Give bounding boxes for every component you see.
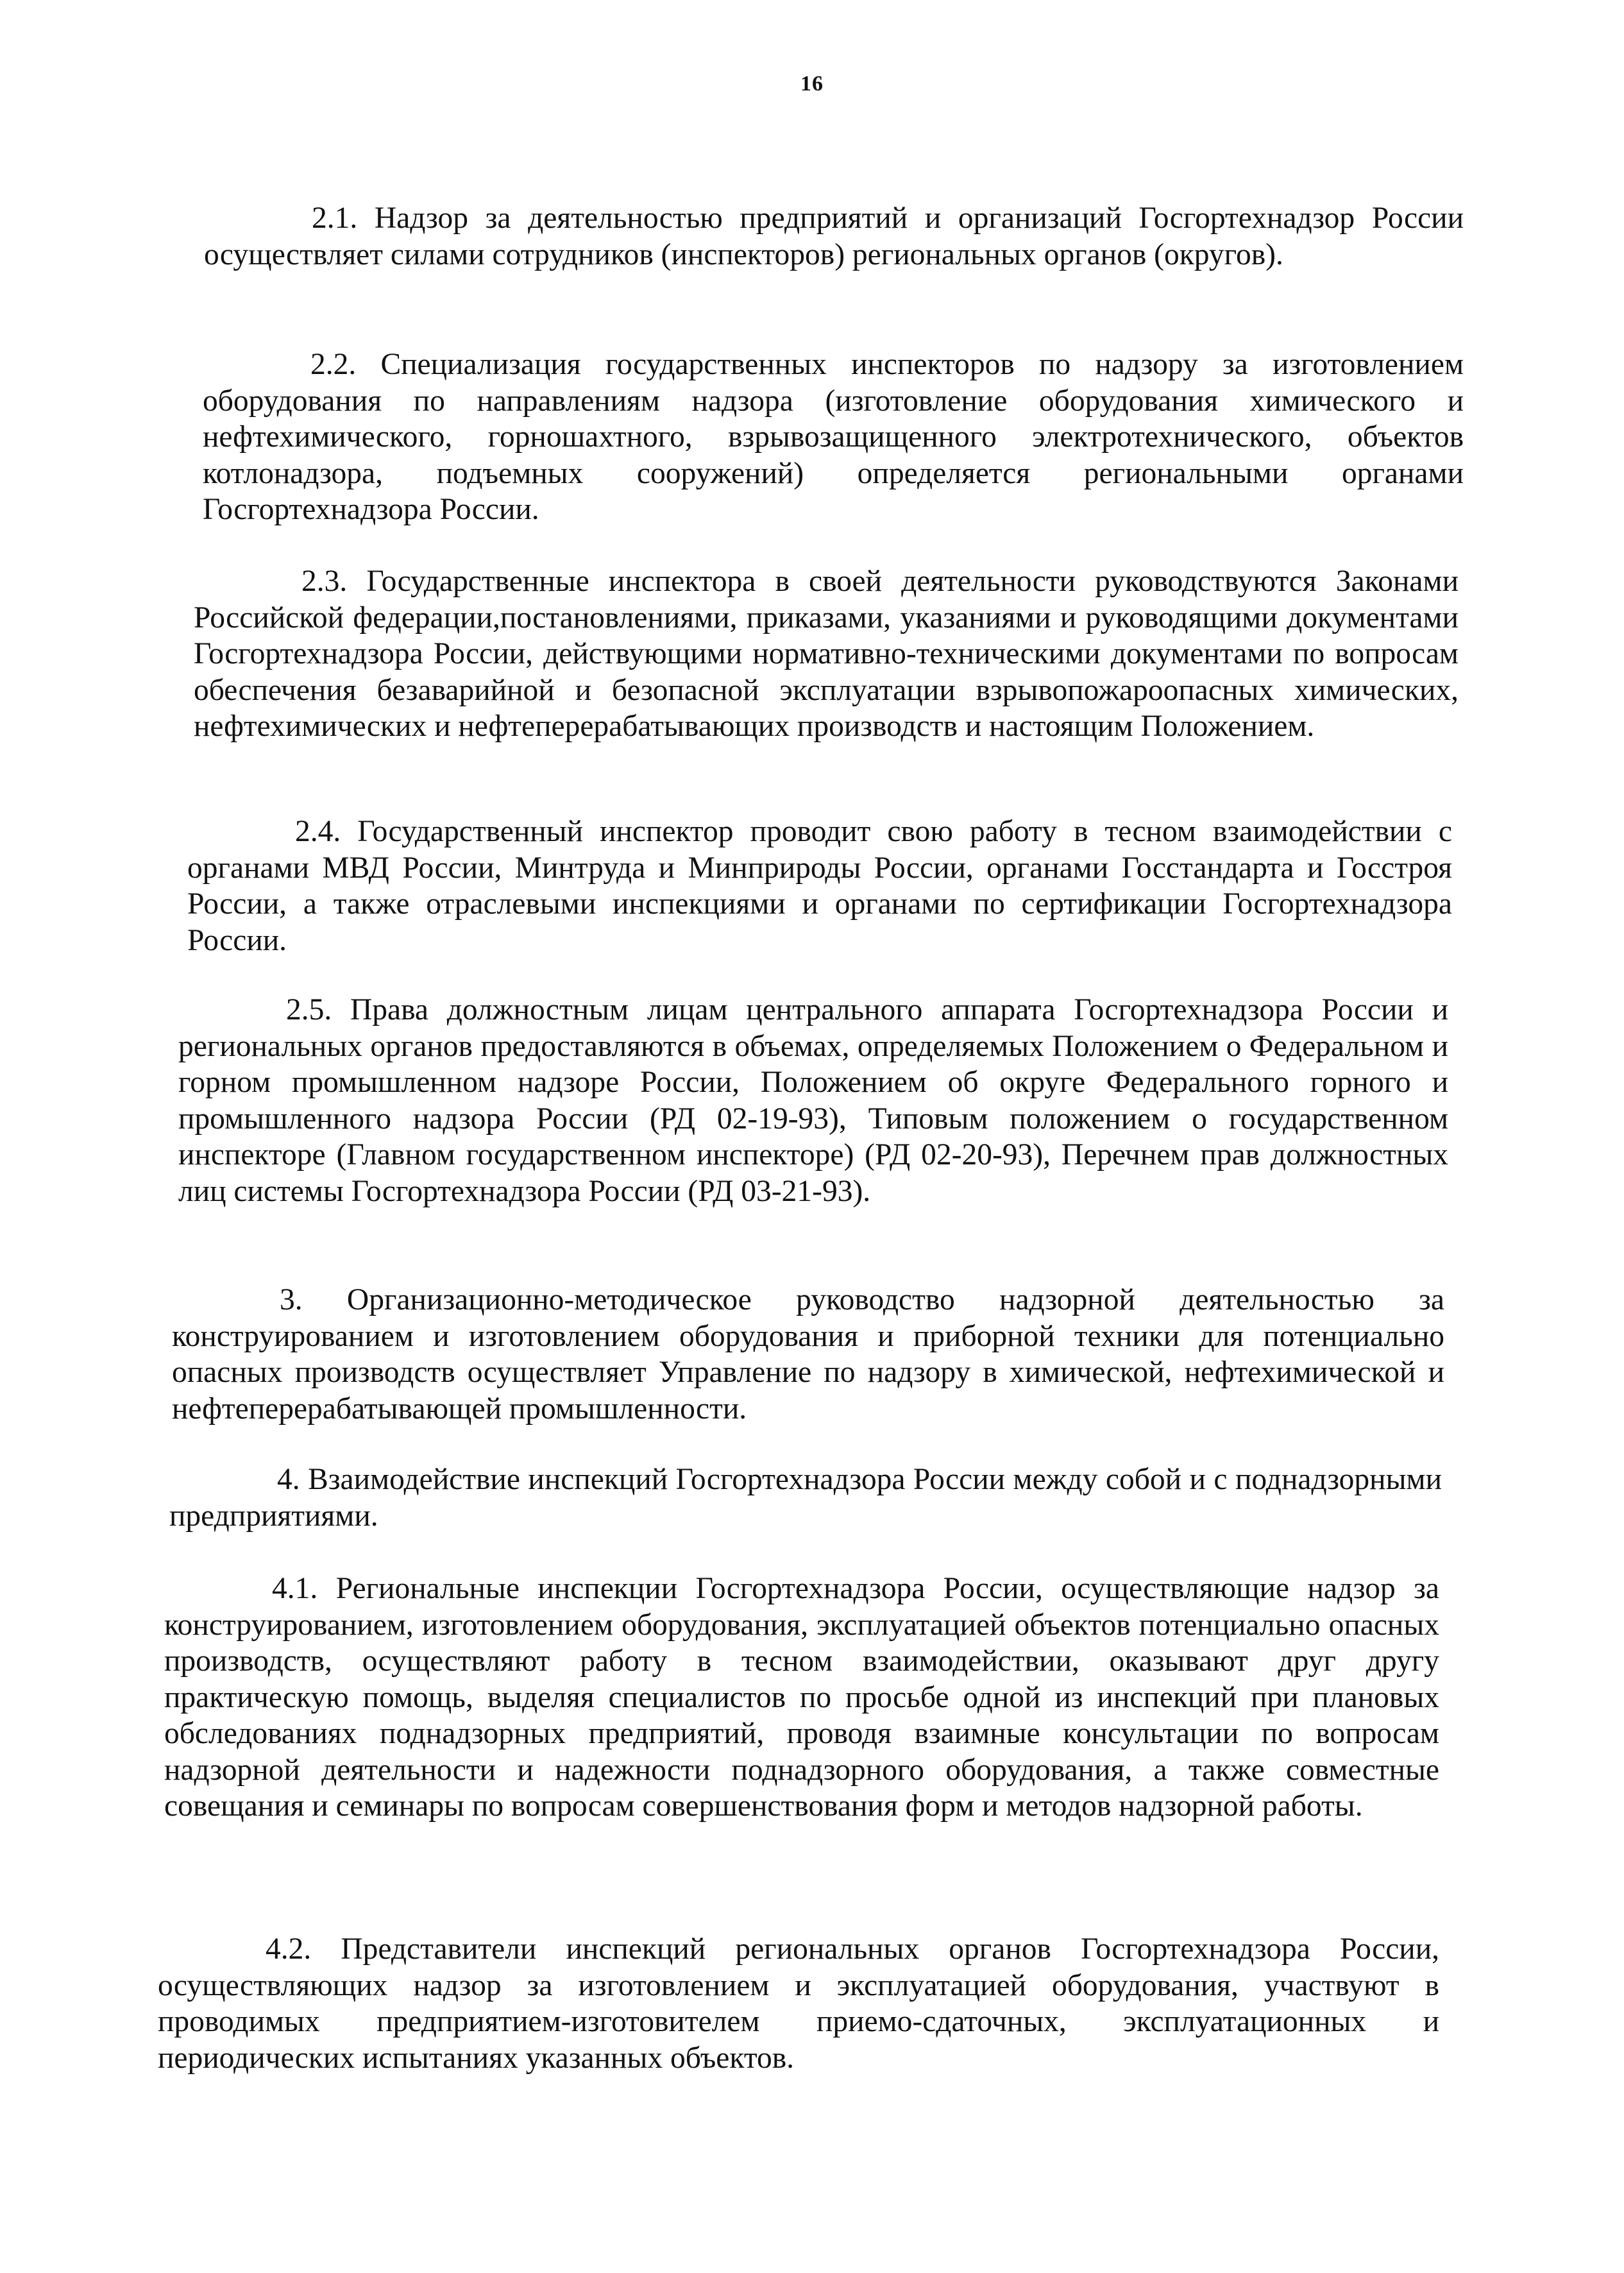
- paragraph-4-2: 4.2. Представители инспекций региональных органов Госгортехнадзора России, осуществляющих надзор за изготовлением и эксплуатацией оборудования, участвуют в проводимых предприятием-изготовителем приемо-сдаточных, эксплуатационных и периодических испытаниях указанных объектов.: [158, 1932, 1439, 2075]
- paragraph-2-3: 2.3. Государственные инспектора в своей деятельности руководствуются Законами Российской федерации,постановлениями, приказами, указаниями и руководящими документами Госгортехнадзора России, действующими нормативно-техническими документами по вопросам обеспечения безаварийной и безопасной эксплуатации взрывопожароопасных химических, нефтехимических и нефтеперерабатывающих производств и настоящим Положением.: [194, 565, 1459, 743]
- paragraph-2-2: 2.2. Специализация государственных инспекторов по надзору за изготовлением оборудования по направлениям надзора (изготовление оборудования химического и нефтехимического, горношахтного, взрывозащищенного электротехнического, объектов котлонадзора, подъемных сооружений) определяется региональными органами Госгортехнадзора России.: [203, 348, 1464, 526]
- paragraph-4-1: 4.1. Региональные инспекции Госгортехнадзора России, осуществляющие надзор за конструированием, изготовлением оборудования, эксплуатацией объектов потенциально опасных производств, осуществляют работу в тесном взаимодействии, оказывают друг другу практическую помощь, выделяя специалистов по просьбе одной из инспекций при плановых обследованиях поднадзорных предприятий, проводя взаимные консультации по вопросам надзорной деятельности и надежности поднадзорного оборудования, а также совместные совещания и семинары по вопросам совершенствования форм и методов надзорной работы.: [164, 1572, 1439, 1823]
- paragraph-3: 3. Организационно-методическое руководство надзорной деятельностью за конструированием и изготовлением оборудования и приборной техники для потенциально опасных производств осуществляет Управление по надзору в химической, нефтехимической и нефтеперерабатывающей промышленности.: [172, 1283, 1444, 1426]
- paragraph-2-1: 2.1. Надзор за деятельностью предприятий и организаций Госгортехнадзор России осуществляет силами сотрудников (инспекторов) региональных органов (округов).: [204, 201, 1464, 271]
- page-number: 16: [800, 72, 824, 96]
- paragraph-2-5: 2.5. Права должностным лицам центрального аппарата Госгортехнадзора России и региональных органов предоставляются в объемах, определяемых Положением о Федеральном и горном промышленном надзоре России, Положением об округе Федерального горного и промышленного надзора России (РД 02-19-93), Типовым положением о государственном инспекторе (Главном государственном инспекторе) (РД 02-20-93), Перечнем прав должностных лиц системы Госгортехнадзора России (РД 03-21-93).: [178, 993, 1448, 1208]
- paragraph-4: 4. Взаимодействие инспекций Госгортехнадзора России между собой и с поднадзорными предприятиями.: [169, 1463, 1442, 1533]
- paragraph-2-4: 2.4. Государственный инспектор проводит свою работу в тесном взаимодействии с органами МВД России, Минтруда и Минприроды России, органами Госстандарта и Госстроя России, а также отраслевыми инспекциями и органами по сертификации Госгортехнадзора России.: [187, 815, 1452, 957]
